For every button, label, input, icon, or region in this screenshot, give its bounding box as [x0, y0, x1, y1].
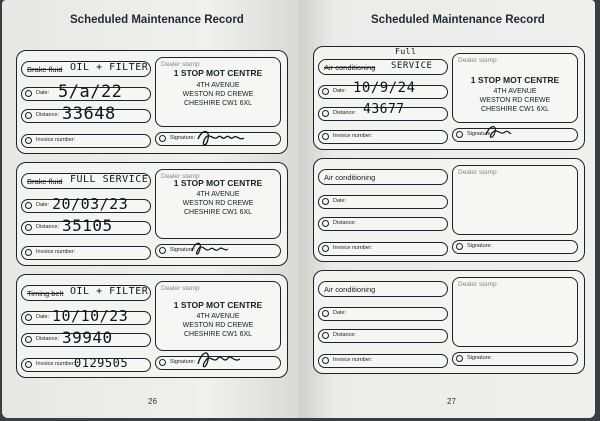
signature-label: Signature:	[467, 355, 493, 361]
dealer-stamp-label: Dealer stamp	[161, 285, 200, 292]
date-value: 10/9/24	[353, 80, 416, 96]
signature-label: Signature:	[170, 247, 196, 253]
distance-label: Distance:	[333, 332, 356, 338]
bullet-icon	[25, 336, 32, 343]
distance-value: 35105	[62, 216, 113, 235]
service-label: Brake fluid	[27, 65, 63, 74]
bullet-icon	[322, 88, 329, 95]
dealer-stamp-label: Dealer stamp	[458, 281, 497, 288]
service-field	[21, 61, 151, 77]
signature-scribble	[196, 125, 246, 147]
distance-label: Distance:	[36, 336, 59, 342]
bullet-icon	[159, 359, 166, 366]
distance-field	[318, 102, 448, 121]
signature-scribble	[196, 348, 242, 370]
stamp-line: WESTON RD CREWE	[479, 97, 551, 104]
stamp-line: 1 STOP MOT CENTRE	[173, 68, 263, 78]
bullet-icon	[322, 220, 329, 227]
date-value: 5/a/22	[58, 82, 123, 102]
dealer-stamp	[155, 169, 281, 239]
dealer-stamp-label: Dealer stamp	[458, 57, 497, 64]
bullet-icon	[322, 310, 329, 317]
invoice-label: Invoice number:	[333, 133, 373, 139]
distance-label: Distance:	[36, 112, 59, 118]
bullet-icon	[159, 247, 166, 254]
bullet-icon	[456, 355, 463, 362]
bullet-icon	[25, 202, 32, 209]
service-field	[21, 173, 151, 189]
signature-label: Signature:	[467, 243, 493, 249]
invoice-field	[318, 242, 448, 256]
signature-label: Signature:	[170, 359, 196, 365]
invoice-label: Invoice number:	[36, 249, 76, 255]
distance-field	[21, 104, 151, 124]
bullet-icon	[25, 361, 32, 368]
invoice-field	[21, 246, 151, 260]
dealer-stamp	[452, 53, 578, 123]
stamp-line: CHESHIRE CW1 6XL	[183, 209, 253, 216]
distance-field	[21, 216, 151, 235]
right-page-title: Scheduled Maintenance Record	[371, 14, 545, 26]
stamp-line: CHESHIRE CW1 6XL	[480, 106, 550, 113]
date-field	[21, 307, 151, 325]
stamp-line: WESTON RD CREWE	[182, 322, 254, 329]
date-field	[21, 195, 151, 213]
bullet-icon	[25, 112, 32, 119]
bullet-icon	[322, 332, 329, 339]
signature-scribble	[483, 121, 513, 141]
dealer-stamp	[452, 277, 578, 347]
stamp-line: CHESHIRE CW1 6XL	[183, 100, 253, 107]
service-handwritten: OIL + FILTER	[70, 62, 149, 73]
stamp-line: 1 STOP MOT CENTRE	[173, 300, 263, 310]
page-number: 26	[148, 397, 157, 406]
service-label: Air conditioning	[324, 63, 376, 72]
bullet-icon	[322, 357, 329, 364]
invoice-label: Invoice number:	[333, 357, 373, 363]
maintenance-record	[313, 270, 585, 374]
service-handwritten: SERVICE	[391, 61, 433, 71]
distance-label: Distance:	[36, 224, 59, 230]
signature-label: Signature:	[170, 135, 196, 141]
distance-value: 39940	[62, 328, 113, 347]
bullet-icon	[456, 243, 463, 250]
signature-label: Signature:	[467, 131, 493, 137]
signature-field	[155, 356, 281, 370]
service-label: Air conditioning	[324, 173, 376, 182]
invoice-label: Invoice number:	[333, 245, 373, 251]
right-page	[299, 0, 595, 418]
service-field	[318, 47, 448, 75]
distance-field	[21, 328, 151, 347]
date-label: Date:	[36, 202, 50, 208]
bullet-icon	[25, 90, 32, 97]
date-label: Date:	[333, 198, 347, 204]
service-label: Air conditioning	[324, 285, 376, 294]
dealer-stamp	[155, 57, 281, 127]
date-field	[21, 82, 151, 102]
bullet-icon	[322, 245, 329, 252]
stamp-line: 4TH AVENUE	[493, 88, 537, 95]
stamp-line: 4TH AVENUE	[196, 313, 240, 320]
stamp-line: WESTON RD CREWE	[182, 91, 254, 98]
invoice-value: 0129505	[74, 356, 129, 370]
maintenance-record	[313, 158, 585, 262]
bullet-icon	[322, 133, 329, 140]
dealer-stamp	[452, 165, 578, 235]
signature-field	[452, 128, 578, 142]
service-field	[318, 169, 448, 185]
date-field	[318, 80, 448, 99]
stamp-line: 1 STOP MOT CENTRE	[173, 178, 263, 188]
left-page	[2, 0, 299, 418]
signature-field	[452, 240, 578, 254]
signature-field	[155, 132, 281, 146]
date-value: 10/10/23	[52, 307, 129, 325]
bullet-icon	[25, 224, 32, 231]
date-label: Date:	[36, 314, 50, 320]
date-value: 20/03/23	[52, 195, 129, 213]
dealer-stamp-label: Dealer stamp	[161, 173, 200, 180]
bullet-icon	[25, 314, 32, 321]
distance-field	[318, 217, 448, 231]
dealer-stamp-label: Dealer stamp	[161, 61, 200, 68]
invoice-field	[21, 358, 151, 372]
service-label: Timing belt	[27, 289, 64, 298]
date-label: Date:	[36, 90, 50, 96]
distance-field	[318, 329, 448, 343]
date-label: Date:	[333, 310, 347, 316]
left-page-title: Scheduled Maintenance Record	[70, 14, 244, 26]
dealer-stamp-label: Dealer stamp	[458, 169, 497, 176]
service-label: Brake fluid	[27, 177, 63, 186]
service-handwritten: FULL SERVICE	[70, 174, 149, 185]
bullet-icon	[25, 137, 32, 144]
distance-value: 43677	[363, 102, 405, 117]
date-field	[318, 307, 448, 321]
bullet-icon	[456, 131, 463, 138]
signature-scribble	[190, 239, 230, 257]
signature-field	[155, 244, 281, 258]
distance-label: Distance:	[333, 220, 356, 226]
invoice-field	[318, 354, 448, 368]
bullet-icon	[322, 110, 329, 117]
dealer-stamp	[155, 281, 281, 351]
invoice-field	[21, 134, 151, 148]
invoice-label: Invoice number:	[36, 361, 76, 367]
page-number: 27	[447, 397, 456, 406]
service-handwritten: OIL + FILTER	[70, 286, 149, 297]
invoice-label: Invoice number:	[36, 137, 76, 143]
signature-field	[452, 352, 578, 366]
maintenance-record	[313, 46, 585, 150]
invoice-field	[318, 130, 448, 144]
maintenance-record	[16, 162, 288, 266]
distance-label: Distance:	[333, 110, 356, 116]
bullet-icon	[159, 135, 166, 142]
date-label: Date:	[333, 88, 347, 94]
service-field	[21, 285, 151, 301]
stamp-line: 4TH AVENUE	[196, 82, 240, 89]
bullet-icon	[25, 249, 32, 256]
stamp-line: 4TH AVENUE	[196, 191, 240, 198]
maintenance-record	[16, 274, 288, 378]
stamp-line: 1 STOP MOT CENTRE	[470, 75, 560, 85]
stamp-line: WESTON RD CREWE	[182, 200, 254, 207]
service-field	[318, 281, 448, 297]
maintenance-record	[16, 50, 288, 154]
date-field	[318, 195, 448, 209]
stamp-line: CHESHIRE CW1 6XL	[183, 331, 253, 338]
distance-value: 33648	[62, 104, 116, 124]
bullet-icon	[322, 198, 329, 205]
service-handwritten-top: Full	[395, 47, 417, 56]
